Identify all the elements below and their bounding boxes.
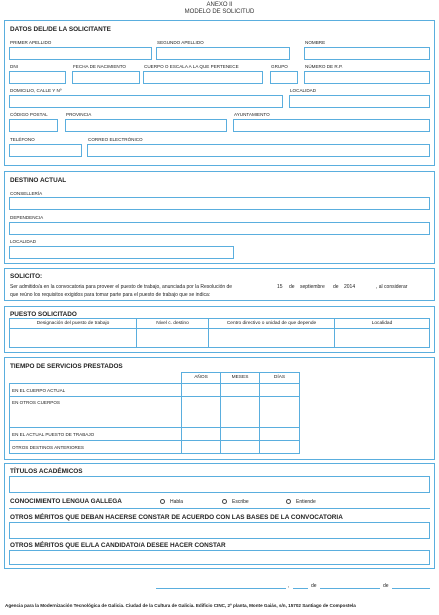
- label-primer-apellido: PRIMER APELLIDO: [10, 40, 52, 45]
- puesto-header-centro: Centro directivo o unidad de que depende: [226, 321, 317, 326]
- actual-puesto-anos-field[interactable]: [181, 427, 221, 441]
- cuerpo-field[interactable]: [143, 71, 263, 84]
- label-nombre: NOMBRE: [305, 40, 326, 45]
- label-cuerpo: CUERPO O ESCALA A LA QUE PERTENECE: [144, 64, 239, 69]
- cuerpo-actual-anos-field[interactable]: [181, 383, 221, 397]
- otros-destinos-anos-field[interactable]: [181, 440, 221, 454]
- habla-label: Habla: [170, 499, 184, 505]
- entiende-label: Entiende: [296, 499, 316, 505]
- tiempo-row-otros-destinos: OTROS DESTINOS ANTERIORES: [12, 445, 84, 450]
- actual-puesto-dias-field[interactable]: [259, 427, 300, 441]
- destino-localidad-field[interactable]: [9, 246, 234, 259]
- resolution-day: 15: [277, 284, 283, 290]
- annex-title: ANEXO II: [206, 2, 233, 8]
- actual-puesto-meses-field[interactable]: [220, 427, 260, 441]
- titulos-field[interactable]: [9, 476, 430, 493]
- solicito-text-2: que reúno los requisitos exigidos para tomar parte para el puesto de trabajo que se indica:: [10, 292, 211, 298]
- ayuntamiento-field[interactable]: [233, 119, 430, 132]
- primer-apellido-field[interactable]: [9, 47, 152, 60]
- conselleria-field[interactable]: [9, 197, 430, 210]
- label-numero-rp: NÚMERO DE R.P.: [305, 64, 343, 69]
- cuerpo-actual-dias-field[interactable]: [259, 383, 300, 397]
- dni-field[interactable]: [9, 71, 66, 84]
- correo-field[interactable]: [87, 144, 430, 157]
- tiempo-header-anos: AÑOS: [194, 375, 208, 380]
- segundo-apellido-field[interactable]: [156, 47, 290, 60]
- meritos-candidato-title: OTROS MÉRITOS QUE EL/LA CANDIDATO/A DESEE HACER CONSTAR: [10, 542, 226, 549]
- footer-address: Agencia para la Modernización Tecnológica de Galicia. Ciudad de la Cultura de Galicia. Edificio CINC, 2º planta, Monte Gaiás, s/n, 15702 Santiago de Compostela: [5, 603, 356, 608]
- puesto-designacion-field[interactable]: [9, 328, 137, 348]
- escribe-radio[interactable]: [222, 499, 227, 504]
- firma-comma: ,: [288, 583, 290, 589]
- firma-de-1: de: [311, 583, 317, 589]
- otros-cuerpos-meses-field[interactable]: [220, 396, 260, 428]
- label-provincia: PROVINCIA: [66, 112, 92, 117]
- otros-cuerpos-anos-field[interactable]: [181, 396, 221, 428]
- grupo-field[interactable]: [270, 71, 298, 84]
- label-correo: CORREO ELECTRÓNICO: [88, 137, 143, 142]
- tiempo-row-actual-puesto: EN EL ACTUAL PUESTO DE TRABAJO: [12, 432, 95, 437]
- fecha-nacimiento-field[interactable]: [72, 71, 140, 84]
- label-grupo: GRUPO: [271, 64, 288, 69]
- label-codigo-postal: CÓDIGO POSTAL: [10, 112, 48, 117]
- label-destino-localidad: LOCALIDAD: [10, 239, 37, 244]
- label-ayuntamiento: AYUNTAMIENTO: [234, 112, 270, 117]
- numero-rp-field[interactable]: [304, 71, 430, 84]
- tiempo-header-meses: MESES: [231, 375, 249, 380]
- label-segundo-apellido: SEGUNDO APELLIDO: [157, 40, 204, 45]
- tiempo-row-cuerpo-actual: EN EL CUERPO ACTUAL: [12, 388, 66, 393]
- titulos-title: TÍTULOS ACADÉMICOS: [10, 468, 83, 475]
- puesto-nivel-field[interactable]: [136, 328, 209, 348]
- meritos-candidato-field[interactable]: [9, 550, 430, 565]
- domicilio-field[interactable]: [9, 95, 283, 108]
- meritos-bases-title: OTROS MÉRITOS QUE DEBAN HACERSE CONSTAR DE ACUERDO CON LAS BASES DE LA CONVOCATORIA: [10, 514, 343, 521]
- firma-ano-line[interactable]: [392, 588, 430, 589]
- label-fecha-nacimiento: FECHA DE NACIMIENTO: [73, 64, 127, 69]
- codigo-postal-field[interactable]: [9, 119, 58, 132]
- telefono-field[interactable]: [9, 144, 82, 157]
- form-title: MODELO DE SOLICITUD: [184, 9, 255, 15]
- puesto-header-designacion: Designación del puesto de trabajo: [36, 321, 110, 326]
- solicito-text-b: , al considerar: [376, 284, 408, 290]
- gallego-title: CONOCIMIENTO LENGUA GALLEGA: [10, 498, 122, 505]
- firma-lugar-line[interactable]: [156, 588, 286, 589]
- puesto-header-nivel: Nivel c. destino: [156, 321, 189, 326]
- label-domicilio: DOMICILIO, CALLE Y Nº: [10, 88, 62, 93]
- solicito-de-2: de: [333, 284, 339, 290]
- resolution-year: 2014: [344, 284, 356, 290]
- escribe-label: Escribe: [232, 499, 249, 505]
- otros-destinos-dias-field[interactable]: [259, 440, 300, 454]
- divider: [9, 508, 430, 509]
- localidad-field[interactable]: [289, 95, 430, 108]
- firma-dia-line[interactable]: [293, 588, 308, 589]
- puesto-centro-field[interactable]: [208, 328, 335, 348]
- label-conselleria: CONSELLERÍA: [10, 191, 43, 196]
- tiempo-header-dias: DÍAS: [273, 375, 286, 380]
- label-dependencia: DEPENDENCIA: [10, 215, 44, 220]
- cuerpo-actual-meses-field[interactable]: [220, 383, 260, 397]
- section-datos-title: DATOS DEL/DE LA SOLICITANTE: [10, 26, 111, 33]
- section-destino-title: DESTINO ACTUAL: [10, 177, 67, 184]
- firma-de-2: de: [383, 583, 389, 589]
- solicito-title: SOLICITO:: [10, 273, 43, 280]
- otros-destinos-meses-field[interactable]: [220, 440, 260, 454]
- puesto-title: PUESTO SOLICITADO: [10, 311, 77, 318]
- entiende-radio[interactable]: [286, 499, 291, 504]
- firma-mes-line[interactable]: [320, 588, 380, 589]
- solicito-de-1: de: [289, 284, 295, 290]
- nombre-field[interactable]: [304, 47, 430, 60]
- dependencia-field[interactable]: [9, 222, 430, 235]
- tiempo-row-otros-cuerpos: EN OTROS CUERPOS: [12, 400, 60, 405]
- puesto-localidad-field[interactable]: [334, 328, 430, 348]
- label-dni: DNI: [10, 64, 18, 69]
- solicito-text-a: Ser admitido/a en la convocatoria para proveer el puesto de trabajo, anunciada por la Resolución de: [10, 284, 233, 290]
- meritos-bases-field[interactable]: [9, 522, 430, 539]
- label-telefono: TELÉFONO: [10, 137, 35, 142]
- otros-cuerpos-dias-field[interactable]: [259, 396, 300, 428]
- label-localidad: LOCALIDAD: [290, 88, 317, 93]
- provincia-field[interactable]: [65, 119, 227, 132]
- resolution-month: septiembre: [300, 284, 325, 290]
- habla-radio[interactable]: [160, 499, 165, 504]
- puesto-header-localidad: Localidad: [371, 321, 393, 326]
- tiempo-title: TIEMPO DE SERVICIOS PRESTADOS: [10, 363, 123, 370]
